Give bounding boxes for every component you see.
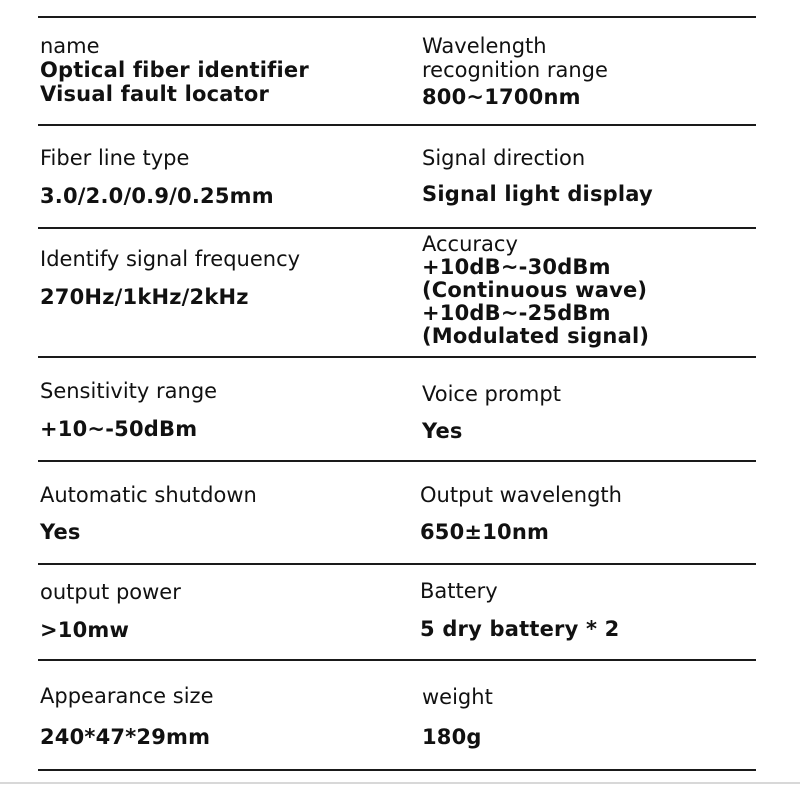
spec-name bbox=[40, 34, 370, 106]
spec-value: 180g bbox=[422, 725, 482, 749]
row-divider bbox=[38, 16, 756, 18]
spec-automatic-shutdown bbox=[40, 483, 370, 544]
spec-voice-prompt bbox=[422, 382, 752, 443]
spec-value: Yes bbox=[422, 419, 463, 443]
spec-label: name bbox=[40, 34, 100, 58]
row-divider bbox=[38, 769, 756, 771]
spec-value: 240*47*29mm bbox=[40, 725, 211, 749]
row-divider bbox=[38, 563, 756, 565]
spec-label: Battery bbox=[420, 579, 498, 603]
spec-appearance-size bbox=[40, 684, 370, 749]
row-divider bbox=[38, 659, 756, 661]
spec-value: (Modulated signal) bbox=[422, 324, 650, 348]
spec-label: Automatic shutdown bbox=[40, 483, 257, 507]
row-divider bbox=[38, 460, 756, 462]
spec-value: +10dB~-30dBm bbox=[422, 255, 611, 279]
spec-value: 5 dry battery * 2 bbox=[420, 617, 620, 641]
row-divider bbox=[38, 227, 756, 229]
spec-value: Signal light display bbox=[422, 182, 653, 206]
row-divider bbox=[38, 124, 756, 126]
spec-label: Sensitivity range bbox=[40, 379, 218, 403]
spec-value: 800~1700nm bbox=[422, 85, 581, 109]
spec-sensitivity-range bbox=[40, 379, 370, 441]
spec-output-power bbox=[40, 580, 370, 642]
spec-value: Visual fault locator bbox=[40, 82, 270, 106]
spec-value: +10dB~-25dBm bbox=[422, 301, 611, 325]
spec-label: Signal direction bbox=[422, 146, 586, 170]
spec-value: 650±10nm bbox=[420, 520, 550, 544]
spec-label-line: Wavelength bbox=[422, 34, 547, 58]
spec-fiber-line-type bbox=[40, 146, 370, 208]
spec-weight bbox=[422, 685, 752, 749]
spec-value: +10~-50dBm bbox=[40, 417, 198, 441]
spec-value-stack bbox=[40, 58, 370, 106]
row-divider bbox=[38, 356, 756, 358]
spec-output-wavelength bbox=[420, 483, 750, 544]
spec-signal-direction bbox=[422, 146, 752, 206]
spec-value: >10mw bbox=[40, 618, 130, 642]
spec-label: Fiber line type bbox=[40, 146, 190, 170]
spec-wavelength-recognition-range bbox=[422, 34, 752, 109]
spec-value: (Continuous wave) bbox=[422, 278, 648, 302]
bottom-edge bbox=[0, 782, 800, 784]
spec-value-stack bbox=[422, 256, 752, 348]
spec-value: 270Hz/1kHz/2kHz bbox=[40, 285, 249, 309]
spec-label: output power bbox=[40, 580, 181, 604]
spec-identify-signal-frequency bbox=[40, 247, 370, 309]
spec-label-line: recognition range bbox=[422, 58, 608, 82]
spec-label: Appearance size bbox=[40, 684, 214, 708]
spec-label: Output wavelength bbox=[420, 483, 622, 507]
spec-value: Yes bbox=[40, 520, 81, 544]
spec-battery bbox=[420, 579, 750, 641]
spec-value: Optical fiber identifier bbox=[40, 58, 309, 82]
spec-label: Accuracy bbox=[422, 232, 518, 256]
spec-value: 3.0/2.0/0.9/0.25mm bbox=[40, 184, 274, 208]
spec-accuracy bbox=[422, 232, 752, 348]
spec-label: Voice prompt bbox=[422, 382, 561, 406]
spec-label: weight bbox=[422, 685, 493, 709]
spec-label: Identify signal frequency bbox=[40, 247, 301, 271]
